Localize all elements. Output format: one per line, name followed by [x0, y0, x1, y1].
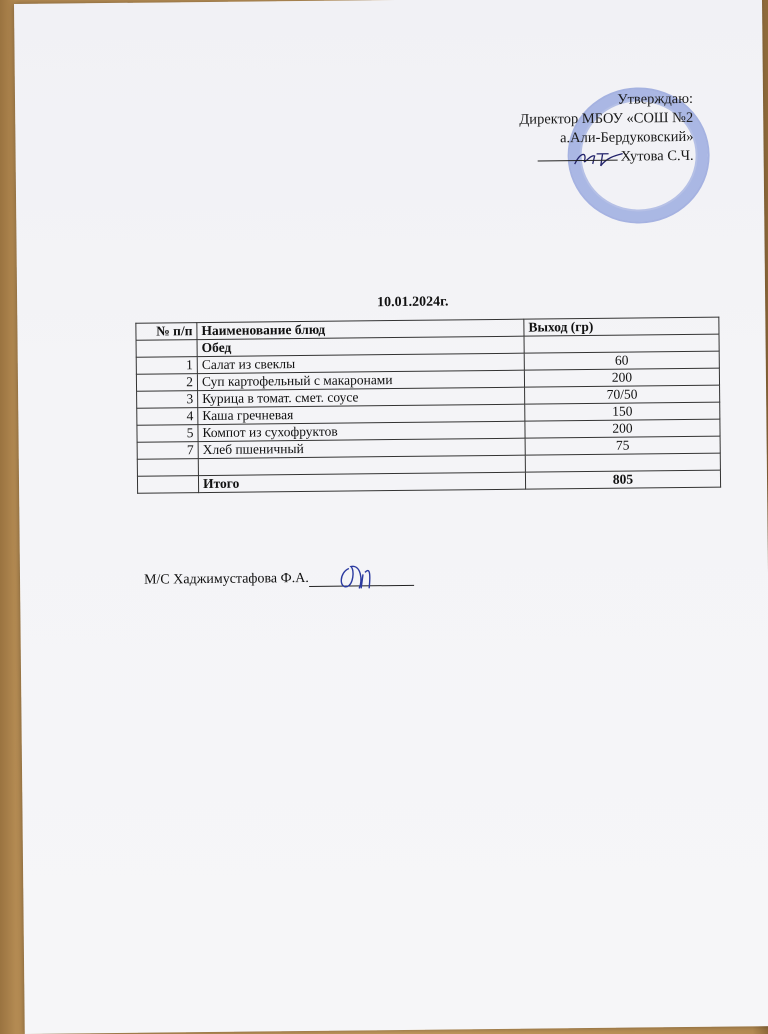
menu-table: [135, 317, 721, 494]
total-value: 805: [525, 470, 720, 489]
approval-director-name: Хутова С.Ч.: [620, 147, 694, 165]
header-dish: Наименование блюд: [197, 319, 524, 339]
table-row: 7 Хлеб пшеничный 75: [137, 436, 720, 459]
approval-name-row: [520, 147, 694, 168]
nurse-name: М/С Хаджимустафова Ф.А.: [143, 570, 309, 588]
section-label: Обед: [197, 336, 524, 356]
document-page: [14, 0, 768, 1034]
table-row: 4 Каша гречневая 150: [137, 402, 720, 425]
signature-line: [538, 160, 618, 162]
approval-title: Утверждаю:: [617, 90, 694, 108]
total-label: Итого: [198, 472, 525, 492]
menu-date: 10.01.2024г.: [377, 294, 449, 311]
header-output: Выход (гр): [524, 317, 719, 336]
table-row: 3 Курица в томат. смет. соусе 70/50: [137, 385, 720, 408]
approval-position: Директор МБОУ «СОШ №2: [519, 109, 694, 128]
header-number: № п/п: [136, 323, 197, 341]
table-row: 2 Суп картофельный с макаронами 200: [136, 368, 719, 391]
approval-block: [519, 90, 694, 168]
nurse-signature: [335, 560, 380, 595]
approval-school: а.Али-Бердуковский»: [559, 128, 694, 147]
table-row: 1 Салат из свеклы 60: [136, 351, 719, 374]
table-row: 5 Компот из сухофруктов 200: [137, 419, 720, 442]
